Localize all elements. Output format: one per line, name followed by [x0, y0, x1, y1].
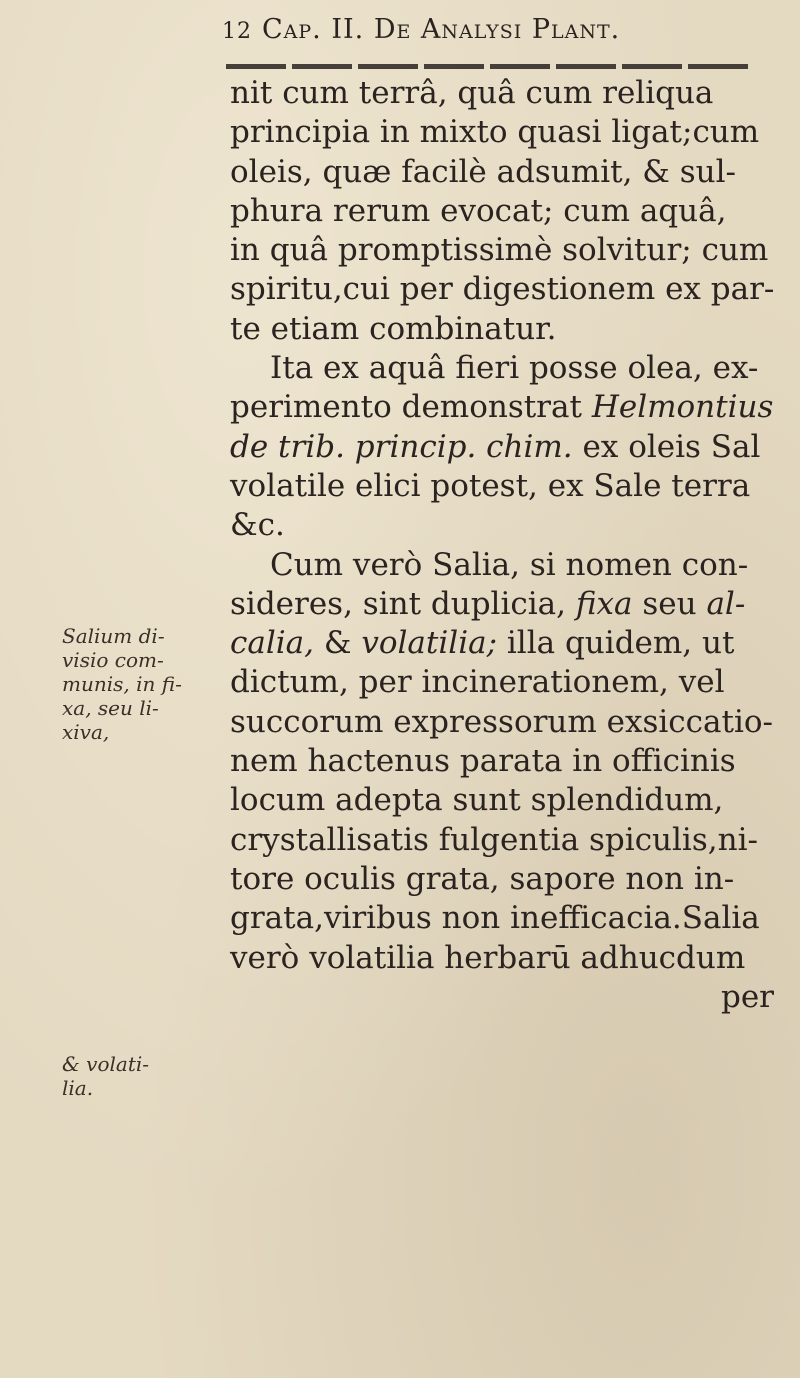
italic-author-name: Helmontius: [591, 389, 774, 426]
running-title: Cap. II. De Analysi Plant.: [262, 14, 621, 45]
text-line: grata,viribus non inefficacia.Salia: [230, 900, 760, 937]
italic-term: fixa: [575, 585, 633, 622]
text-line: spiritu,cui per digestionem ex par-: [230, 271, 775, 308]
main-text: [230, 74, 796, 1017]
margin-note-line: visio com-: [62, 648, 164, 672]
margin-note-line: xiva,: [62, 720, 110, 744]
text-line: oleis, quæ facilè adsumit, & sul-: [230, 153, 736, 190]
catchword: per: [720, 978, 774, 1015]
italic-term: al-: [706, 585, 746, 622]
text-run: &: [314, 625, 362, 662]
italic-book-title: de trib. princip. chim.: [230, 428, 573, 465]
text-line: &c.: [230, 507, 285, 544]
text-line: te etiam combinatur.: [230, 310, 557, 347]
text-line: tore oculis grata, sapore non in-: [230, 860, 735, 897]
text-line: succorum expressorum exsiccatio-: [230, 703, 774, 740]
text-line: crystallisatis fulgentia spiculis,ni-: [230, 821, 758, 858]
text-line: dictum, per incinerationem, vel: [230, 664, 725, 701]
italic-term: calia,: [230, 625, 315, 662]
header-rule: [226, 64, 754, 69]
margin-note-line: Salium di-: [62, 624, 165, 648]
page-number: 12: [222, 19, 252, 44]
margin-note-line: lia.: [62, 1076, 94, 1100]
text-line: nem hactenus parata in officinis: [230, 743, 736, 780]
text-line: Ita ex aquâ fieri posse olea, ex-: [270, 350, 759, 387]
text-line: [230, 624, 796, 663]
text-run: seu: [632, 585, 707, 622]
text-run: illa quidem, ut: [497, 625, 735, 662]
text-line: locum adepta sunt splendidum,: [230, 782, 724, 819]
text-line: phura rerum evocat; cum aquâ,: [230, 192, 727, 229]
text-run: perimento demonstrat: [230, 389, 592, 426]
text-line: principia in mixto quasi ligat;cum: [230, 114, 760, 151]
margin-note-salia-divisio: [62, 624, 232, 744]
text-line: in quâ promptissimè solvitur; cum: [230, 232, 769, 269]
running-head: [222, 14, 620, 45]
margin-note-line: & volati-: [62, 1052, 150, 1076]
margin-note-line: xa, seu li-: [62, 696, 159, 720]
margin-note-volatilia: [62, 1052, 232, 1100]
text-run: sideres, sint duplicia,: [230, 585, 576, 622]
text-line: [230, 388, 796, 427]
text-line: [230, 428, 796, 467]
text-line: volatile elici potest, ex Sale terra: [230, 467, 751, 504]
text-line: [230, 585, 796, 624]
text-line: verò volatilia herbarū adhucdum: [230, 939, 746, 976]
italic-term: volatilia;: [361, 625, 498, 662]
text-run: ex oleis Sal: [572, 428, 761, 465]
text-line: Cum verò Salia, si nomen con-: [270, 546, 749, 583]
text-line: nit cum terrâ, quâ cum reliqua: [230, 75, 714, 111]
margin-note-line: munis, in fi-: [62, 672, 182, 696]
